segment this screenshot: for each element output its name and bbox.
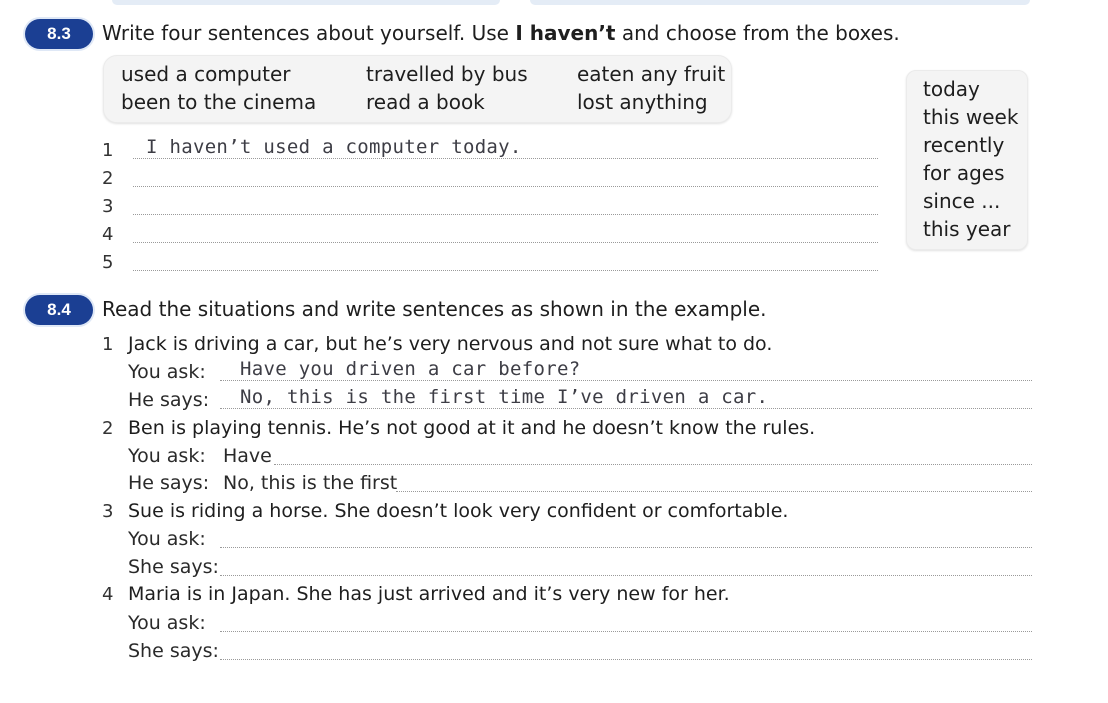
line-number: 5	[102, 252, 114, 273]
answer-line[interactable]	[133, 214, 878, 215]
instruction-text-end: and choose from the boxes.	[615, 21, 900, 45]
answer-line[interactable]	[220, 659, 1032, 660]
answer-line[interactable]	[220, 631, 1032, 632]
exercise-instruction	[102, 21, 900, 45]
instruction-bold-text: I haven’t	[515, 21, 616, 45]
example-answer: Have you driven a car before?	[240, 358, 581, 380]
item-number: 2	[102, 418, 114, 439]
you-ask-label: You ask:	[128, 612, 206, 634]
situation-text: Sue is riding a horse. She doesn’t look very confident or comfortable.	[128, 500, 789, 522]
he-says-label: He says:	[128, 389, 210, 411]
time-word: today	[923, 77, 980, 101]
answer-line[interactable]	[220, 408, 1032, 409]
prompt-text: Have	[223, 445, 272, 467]
line-number: 1	[102, 140, 114, 161]
example-answer: I haven’t used a computer today.	[146, 136, 522, 158]
example-answer: No, this is the first time I’ve driven a car.	[240, 386, 769, 408]
phrase-item: lost anything	[577, 90, 708, 114]
item-number: 3	[102, 501, 114, 522]
instruction-text: Write four sentences about yourself. Use	[102, 21, 516, 45]
situation-text: Maria is in Japan. She has just arrived and it’s very new for her.	[128, 583, 730, 605]
you-ask-label: You ask:	[128, 528, 206, 550]
line-number: 4	[102, 224, 114, 245]
answer-line[interactable]	[220, 380, 1032, 381]
answer-line[interactable]	[133, 270, 878, 271]
situation-text: Jack is driving a car, but he’s very nervous and not sure what to do.	[128, 333, 773, 355]
time-word: recently	[923, 133, 1005, 157]
phrase-item: eaten any fruit	[577, 62, 726, 86]
phrase-item: been to the cinema	[121, 90, 317, 114]
answer-line[interactable]	[220, 547, 1032, 548]
she-says-label: She says:	[128, 640, 219, 662]
top-decoration-left	[112, 0, 500, 5]
answer-line[interactable]	[133, 158, 878, 159]
top-decoration-right	[530, 0, 1030, 5]
answer-line[interactable]	[133, 186, 878, 187]
line-number: 3	[102, 196, 114, 217]
he-says-label: He says:	[128, 472, 210, 494]
she-says-label: She says:	[128, 556, 219, 578]
time-word: since ...	[923, 189, 1001, 213]
answer-line[interactable]	[274, 464, 1032, 465]
time-word: this year	[923, 217, 1011, 241]
prompt-text: No, this is the first	[223, 472, 398, 494]
exercise-number-badge: 8.3	[25, 19, 93, 49]
line-number: 2	[102, 168, 114, 189]
you-ask-label: You ask:	[128, 361, 206, 383]
answer-line[interactable]	[133, 242, 878, 243]
situation-text: Ben is playing tennis. He’s not good at it and he doesn’t know the rules.	[128, 417, 816, 439]
phrase-item: used a computer	[121, 62, 291, 86]
you-ask-label: You ask:	[128, 445, 206, 467]
answer-line[interactable]	[220, 575, 1032, 576]
item-number: 4	[102, 584, 114, 605]
time-word: for ages	[923, 161, 1005, 185]
time-word: this week	[923, 105, 1019, 129]
phrase-item: travelled by bus	[366, 62, 528, 86]
exercise-instruction: Read the situations and write sentences as shown in the example.	[102, 297, 767, 321]
phrase-item: read a book	[366, 90, 485, 114]
item-number: 1	[102, 334, 114, 355]
answer-line[interactable]	[396, 491, 1032, 492]
exercise-number-badge: 8.4	[25, 295, 93, 325]
